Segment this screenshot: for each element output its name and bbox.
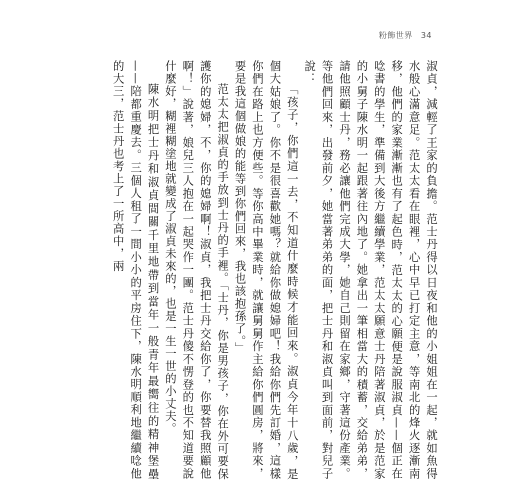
paragraph: 陳水明把士丹和淑貞間關千里地帶到當年一般青年最嚮往的精神堡壘——陪都重慶去。三個人租了一間小小的平房住下，陳水明順利地繼續唸他的大三，范士丹也考上了一所高中，兩 (111, 60, 160, 480)
vertical-text-body (111, 60, 440, 480)
page-number: 34 (420, 31, 432, 40)
running-header (379, 30, 432, 41)
paragraph: 范太太把淑貞的手放到士丹的手裡。「士丹，你是男孩子，你在外可要保護你的媳婦，不，你的媳婦啊！淑貞，我把士丹交給你了，你要替我照顧他啊！」說著，娘兒三人抱在一起哭作一團。范士丹傻不愣登的也不知道要說什麼好，糊裡糊塗地就變成了淑貞未來的，也是一生一世的小丈夫。 (163, 60, 230, 480)
paragraph: 淑貞，減輕了王家的負擔。范士丹得以日夜和他的小姐姐在一起，就如魚得水般心滿意足。范太太看在眼裡，心中早已打定主意，等南北的烽火逐漸南移，他們的家業漸漸也有了起色時，范太太的心願便是說服淑貞——個正在唸書的學生，準備到大後方繼續學業，范太太願意士丹陪著淑貞，於是范家的小舅子陳水明一起跟著往內地了。她拿出一筆相當大的積蓄，交給弟弟，請他照顧士丹，務必讓他們完成大學，她自己則留在家鄉，守著這份產業。等他們回來，出發前夕，她當著弟弟的面，把士丹和淑貞叫到面前，對兒子說： (303, 60, 438, 480)
paragraph: 「孩子，你們這一去，不知道什麼時候才能回來。淑貞今年十八歲，是個大姑娘了。你不是很喜歡她嗎？就給你做媳婦吧！我給你們先訂婚，這樣你們在路上也方便些。等你高中畢業時，就讓舅舅作主給你們圓房，將來，要是我這個做娘的能等到你們回來，我也該抱孫了。」 (233, 60, 299, 480)
book-title: 粉飾世界 (378, 31, 413, 40)
